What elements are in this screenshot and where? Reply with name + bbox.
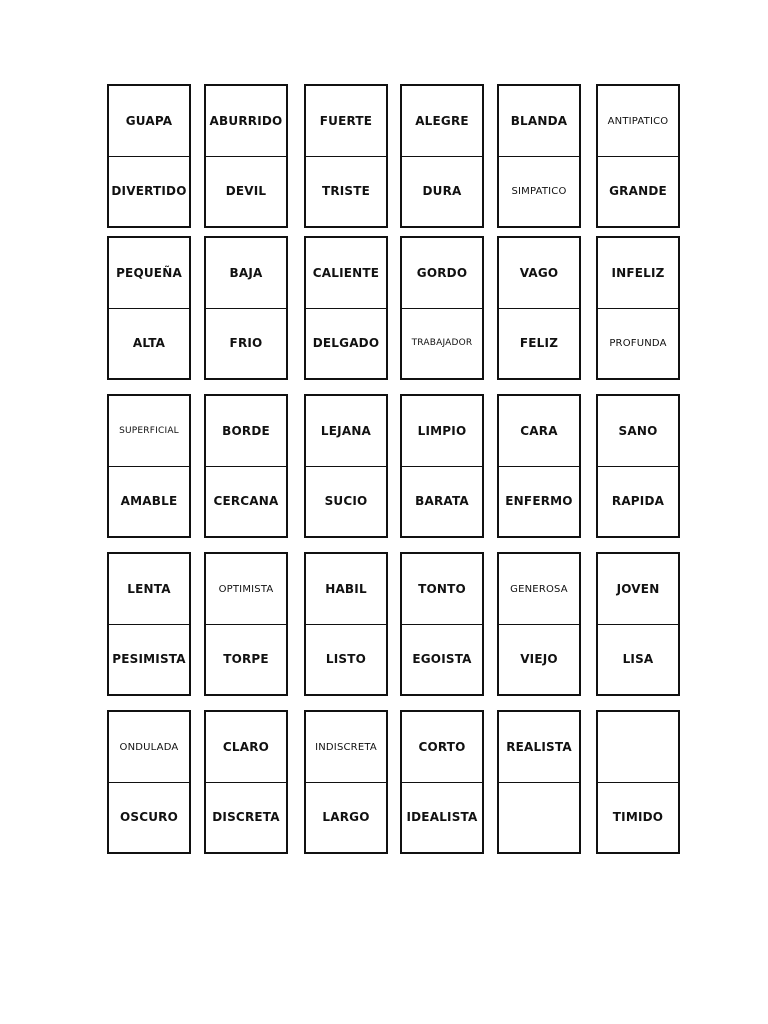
tile-bottom-word: CERCANA xyxy=(213,494,279,508)
tile-bottom-word: PROFUNDA xyxy=(609,337,667,349)
domino-tile xyxy=(596,552,680,696)
tile-bottom-word: BARATA xyxy=(415,494,469,508)
tile-top-word: TONTO xyxy=(418,582,466,596)
domino-tile xyxy=(204,710,288,854)
tile-top-word: LENTA xyxy=(127,582,171,596)
tile-top-word: CORTO xyxy=(418,740,466,754)
tile-top-word: GENEROSA xyxy=(510,583,568,595)
tile-bottom-word: DIVERTIDO xyxy=(111,184,187,198)
tile-bottom-word: AMABLE xyxy=(120,494,178,508)
domino-tile xyxy=(596,84,680,228)
tile-bottom-word: GRANDE xyxy=(609,184,667,198)
tile-top-word: JOVEN xyxy=(616,582,660,596)
tile-top-word xyxy=(598,712,678,782)
domino-tile xyxy=(204,236,288,380)
tile-top-word: HABIL xyxy=(325,582,367,596)
tile-top-word: GUAPA xyxy=(125,114,173,128)
domino-tile xyxy=(304,394,388,538)
domino-tile xyxy=(304,84,388,228)
domino-tile xyxy=(107,552,191,696)
domino-tile xyxy=(204,394,288,538)
tile-bottom-word: DEVIL xyxy=(225,184,267,198)
domino-tile xyxy=(204,552,288,696)
tile-bottom-word: ENFERMO xyxy=(505,494,573,508)
tile-bottom-word: RAPIDA xyxy=(611,494,665,508)
tile-bottom-word: PESIMISTA xyxy=(112,652,186,666)
tile-bottom-word: DURA xyxy=(422,184,462,198)
tile-top-word: CARA xyxy=(520,424,558,438)
domino-tile xyxy=(497,394,581,538)
domino-tile xyxy=(400,236,484,380)
domino-tile xyxy=(400,394,484,538)
domino-tile xyxy=(400,710,484,854)
tile-top-word: ABURRIDO xyxy=(209,114,283,128)
domino-tile xyxy=(107,394,191,538)
tile-top-word: ONDULADA xyxy=(119,741,179,753)
tile-top-word: BLANDA xyxy=(510,114,568,128)
tile-bottom-word xyxy=(499,782,579,852)
tile-top-word: LEJANA xyxy=(320,424,372,438)
tile-bottom-word: FRIO xyxy=(229,336,263,350)
tile-bottom-word: TRISTE xyxy=(321,184,371,198)
domino-tile xyxy=(204,84,288,228)
domino-tile xyxy=(304,236,388,380)
domino-tile xyxy=(596,710,680,854)
domino-tile xyxy=(497,84,581,228)
domino-tile xyxy=(497,236,581,380)
tile-bottom-word: FELIZ xyxy=(519,336,559,350)
tile-top-word: VAGO xyxy=(519,266,559,280)
tile-top-word: OPTIMISTA xyxy=(218,583,274,595)
tile-bottom-word: TIMIDO xyxy=(612,810,664,824)
tile-bottom-word: LARGO xyxy=(322,810,370,824)
domino-tile xyxy=(497,552,581,696)
domino-tile xyxy=(304,552,388,696)
tile-top-word: ANTIPATICO xyxy=(607,115,669,127)
tile-top-word: LIMPIO xyxy=(417,424,467,438)
tile-top-word: REALISTA xyxy=(506,740,572,754)
domino-tile xyxy=(107,84,191,228)
domino-tile xyxy=(107,236,191,380)
tile-top-word: FUERTE xyxy=(319,114,373,128)
tile-top-word: SANO xyxy=(618,424,658,438)
domino-tile xyxy=(400,84,484,228)
domino-tile xyxy=(304,710,388,854)
tile-top-word: GORDO xyxy=(416,266,468,280)
tile-top-word: INDISCRETA xyxy=(315,741,377,753)
tile-bottom-word: IDEALISTA xyxy=(406,810,478,824)
tile-bottom-word: TRABAJADOR xyxy=(411,338,473,348)
tile-top-word: INFELIZ xyxy=(611,266,665,280)
tile-bottom-word: DISCRETA xyxy=(212,810,280,824)
tile-top-word: BAJA xyxy=(229,266,263,280)
tile-bottom-word: LISTO xyxy=(325,652,367,666)
tile-bottom-word: VIEJO xyxy=(520,652,558,666)
tile-bottom-word: OSCURO xyxy=(119,810,179,824)
domino-tile xyxy=(596,236,680,380)
tile-top-word: PEQUEÑA xyxy=(116,266,182,280)
domino-tile xyxy=(497,710,581,854)
tile-top-word: SUPERFICIAL xyxy=(119,426,179,436)
domino-tile xyxy=(400,552,484,696)
tile-bottom-word: SIMPATICO xyxy=(511,185,567,197)
tile-bottom-word: EGOISTA xyxy=(412,652,472,666)
tile-top-word: ALEGRE xyxy=(415,114,469,128)
tile-bottom-word: LISA xyxy=(622,652,654,666)
domino-tile xyxy=(107,710,191,854)
tile-bottom-word: DELGADO xyxy=(312,336,380,350)
tile-top-word: CLARO xyxy=(222,740,270,754)
tile-bottom-word: SUCIO xyxy=(324,494,368,508)
tile-bottom-word: TORPE xyxy=(223,652,269,666)
tile-top-word: CALIENTE xyxy=(312,266,380,280)
tile-bottom-word: ALTA xyxy=(132,336,166,350)
domino-tile xyxy=(596,394,680,538)
tile-top-word: BORDE xyxy=(222,424,270,438)
